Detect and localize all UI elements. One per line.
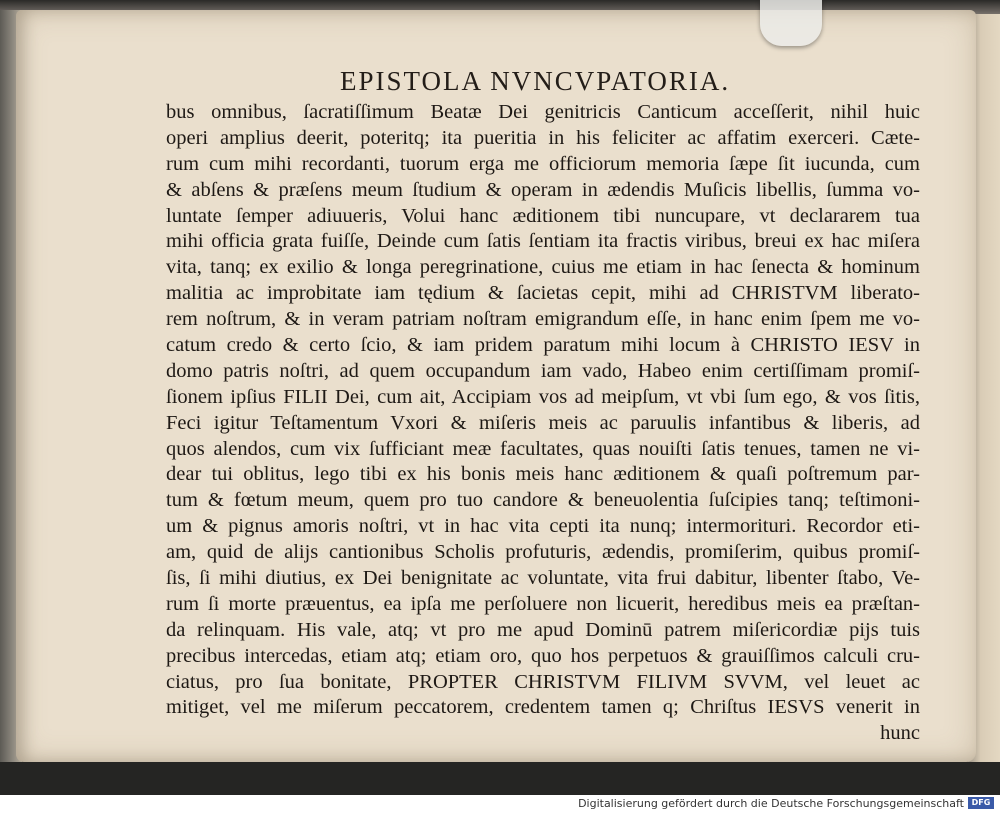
text-line: rum cum mihi recordanti, tuorum erga me officiorum memoria ſæpe ſit iucunda, cum [166,152,920,175]
page-clip [760,0,822,46]
text-line: vita, tanq; ex exilio & longa peregrinatione, cuius me etiam in hac ſenecta & hominum [166,256,920,279]
text-line: malitia ac improbitate iam tędium & ſacietas cepit, mihi ad CHRISTVM liberato- [166,282,920,305]
footer-bar [0,795,1000,813]
text-line: am, quid de alijs cantionibus Scholis profuturis, ædendis, promiſerim, quibus promiſ- [166,541,920,564]
text-line: bus omnibus, ſacratiſſimum Beatæ Dei genitricis Canticum acceſſerit, nihil huic [166,101,920,123]
text-line: mihi officia grata fuiſſe, Deinde cum ſatis ſentiam ita fractis viribus, breui ex hac miſera [166,230,920,253]
text-line: dear tui oblitus, lego tibi ex his bonis meis hanc æditionem & quaſi poſtremum par- [166,463,920,486]
text-line: mitiget, vel me miſerum peccatorem, credentem tamen q; Chriſtus IESVS venerit in [166,696,920,719]
text-line: & abſens & præſens meum ſtudium & operam in ædendis Muſicis libellis, ſumma vo- [166,178,920,201]
funding-credit: Digitalisierung gefördert durch die Deutsche Forschungsgemeinschaft [578,797,964,810]
text-line: ciatus, pro ſua bonitate, PROPTER CHRISTVM FILIVM SVVM, vel leuet ac [166,670,920,693]
text-line: da relinquam. His vale, atq; vt pro me apud Dominū patrem miſericordiæ pijs tuis [166,618,920,641]
text-line: ſis, ſi mihi diutius, ex Dei benignitate ac voluntate, vita frui dabitur, libenter ſtabo, Ve- [166,567,920,590]
text-line: tum & fœtum meum, quem pro tuo candore & beneuolentia ſuſcipies tanq; teſtimoni- [166,489,920,512]
text-line: rum ſi morte præuentus, ea ipſa me perſoluere non licuerit, heredibus meis ea præſtan- [166,592,920,615]
body-text [166,100,920,747]
text-line: hunc [880,722,920,745]
text-line: quos alendos, cum vix ſufficiant meæ facultates, quas nouiſti ſatis tenues, tamen ne vi- [166,437,920,460]
text-line: luntate ſemper adiuueris, Volui hanc æditionem tibi nuncupare, vt declararem tua [166,204,920,227]
page-title: EPISTOLA NVNCVPATORIA. [340,66,731,96]
text-line: um & pignus amoris noſtri, vt in hac vita cepti ita nunq; intermorituri. Recordor eti- [166,515,920,538]
text-line: catum credo & certo ſcio, & iam pridem paratum mihi locum à CHRISTO IESV in [166,334,920,357]
text-line: rem noſtrum, & in veram patriam noſtram emigrandum eſſe, in hanc enim ſpem me vo- [166,308,920,331]
text-line: precibus intercedas, etiam atq; etiam oro, quo hos perpetuos & grauiſſimos calculi cru- [166,644,920,667]
text-line: domo patris noſtri, ad quem occupandum iam vado, Habeo enim certiſſimam promiſ- [166,359,920,382]
text-line: Feci igitur Teſtamentum Vxori & miſeris meis ac paruulis infantibus & liberis, ad [166,411,920,434]
scan-background [0,762,1000,795]
dfg-logo: DFG [968,797,994,809]
text-line: operi amplius deerit, poteritq; ita pueritia in his feliciter ac affatim exerceri. Cæte- [166,126,920,149]
text-line: ſionem ipſius FILII Dei, cum ait, Accipiam vos ad meipſum, vt vbi ſum ego, & vos ſitis, [166,385,920,408]
